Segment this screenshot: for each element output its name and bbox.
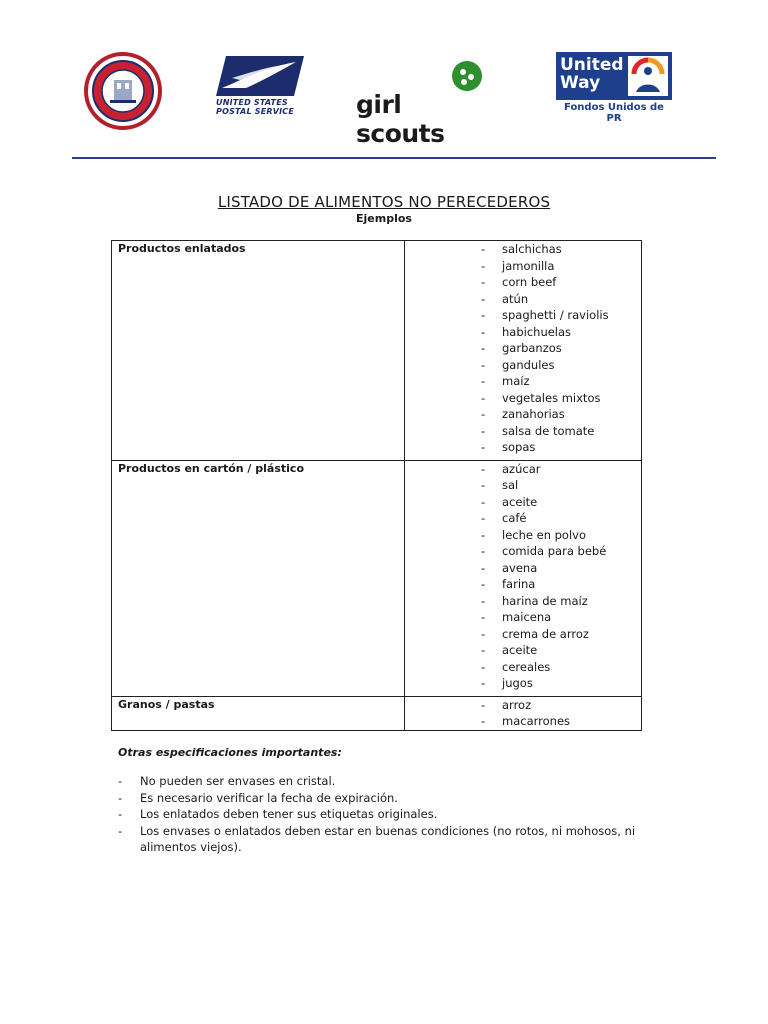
food-list-table bbox=[111, 240, 642, 731]
category-cell: Granos / pastas bbox=[112, 696, 405, 730]
notes-list bbox=[118, 773, 688, 856]
items-cell bbox=[405, 460, 642, 696]
items-cell bbox=[405, 241, 642, 461]
list-item: - harina de maíz bbox=[405, 593, 641, 610]
note-item: - Los envases o enlatados deben estar en buenas condiciones (no rotos, ni mohosos, ni alimentos viejos). bbox=[118, 823, 688, 856]
table-row bbox=[112, 696, 642, 730]
document-subtitle: Ejemplos bbox=[356, 212, 412, 225]
header-divider bbox=[72, 157, 716, 159]
united-way-subtitle: Fondos Unidos de PR bbox=[564, 102, 664, 124]
list-item: - salsa de tomate bbox=[405, 423, 641, 440]
list-item: - café bbox=[405, 510, 641, 527]
list-item: - comida para bebé bbox=[405, 543, 641, 560]
list-item: - avena bbox=[405, 560, 641, 577]
note-item: - Es necesario verificar la fecha de expiración. bbox=[118, 790, 688, 807]
note-item: - Los enlatados deben tener sus etiquetas originales. bbox=[118, 806, 688, 823]
list-item: - macarrones bbox=[405, 713, 641, 730]
table-row bbox=[112, 241, 642, 461]
helping-hand-icon bbox=[628, 56, 668, 96]
document-title: LISTADO DE ALIMENTOS NO PERECEDEROS bbox=[217, 193, 551, 211]
list-item: - garbanzos bbox=[405, 340, 641, 357]
category-cell: Productos enlatados bbox=[112, 241, 405, 461]
list-item: - arroz bbox=[405, 697, 641, 714]
girl-scouts-wordmark: girl scouts bbox=[356, 90, 445, 148]
usps-caption-line1: UNITED STATES bbox=[216, 98, 288, 107]
list-item: - salchichas bbox=[405, 241, 641, 258]
list-item: - jugos bbox=[405, 675, 641, 692]
list-item: - gandules bbox=[405, 357, 641, 374]
seal-logo bbox=[84, 52, 162, 130]
list-item: - cereales bbox=[405, 659, 641, 676]
items-list bbox=[405, 241, 641, 460]
items-cell bbox=[405, 696, 642, 730]
list-item: - habichuelas bbox=[405, 324, 641, 341]
list-item: - crema de arroz bbox=[405, 626, 641, 643]
girl-scouts-logo bbox=[352, 60, 492, 148]
list-item: - sopas bbox=[405, 439, 641, 456]
logo-row bbox=[0, 40, 768, 148]
list-item: - aceite bbox=[405, 494, 641, 511]
list-item: - sal bbox=[405, 477, 641, 494]
note-item: - No pueden ser envases en cristal. bbox=[118, 773, 688, 790]
list-item: - aceite bbox=[405, 642, 641, 659]
list-item: - maíz bbox=[405, 373, 641, 390]
list-item: - zanahorias bbox=[405, 406, 641, 423]
category-cell: Productos en cartón / plástico bbox=[112, 460, 405, 696]
usps-logo bbox=[212, 54, 308, 120]
list-item: - spaghetti / raviolis bbox=[405, 307, 641, 324]
list-item: - leche en polvo bbox=[405, 527, 641, 544]
items-list bbox=[405, 697, 641, 730]
list-item: - jamonilla bbox=[405, 258, 641, 275]
list-item: - corn beef bbox=[405, 274, 641, 291]
united-way-logo bbox=[556, 52, 672, 124]
trefoil-icon bbox=[450, 60, 484, 92]
usps-caption-line2: POSTAL SERVICE bbox=[216, 107, 295, 116]
notes-title: Otras especificaciones importantes: bbox=[118, 746, 342, 759]
united-way-line1: United bbox=[560, 55, 624, 75]
list-item: - atún bbox=[405, 291, 641, 308]
united-way-line2: Way bbox=[560, 73, 601, 93]
items-list bbox=[405, 461, 641, 696]
list-item: - maicena bbox=[405, 609, 641, 626]
eagle-icon bbox=[212, 54, 308, 98]
table-row bbox=[112, 460, 642, 696]
list-item: - azúcar bbox=[405, 461, 641, 478]
list-item: - farina bbox=[405, 576, 641, 593]
list-item: - vegetales mixtos bbox=[405, 390, 641, 407]
